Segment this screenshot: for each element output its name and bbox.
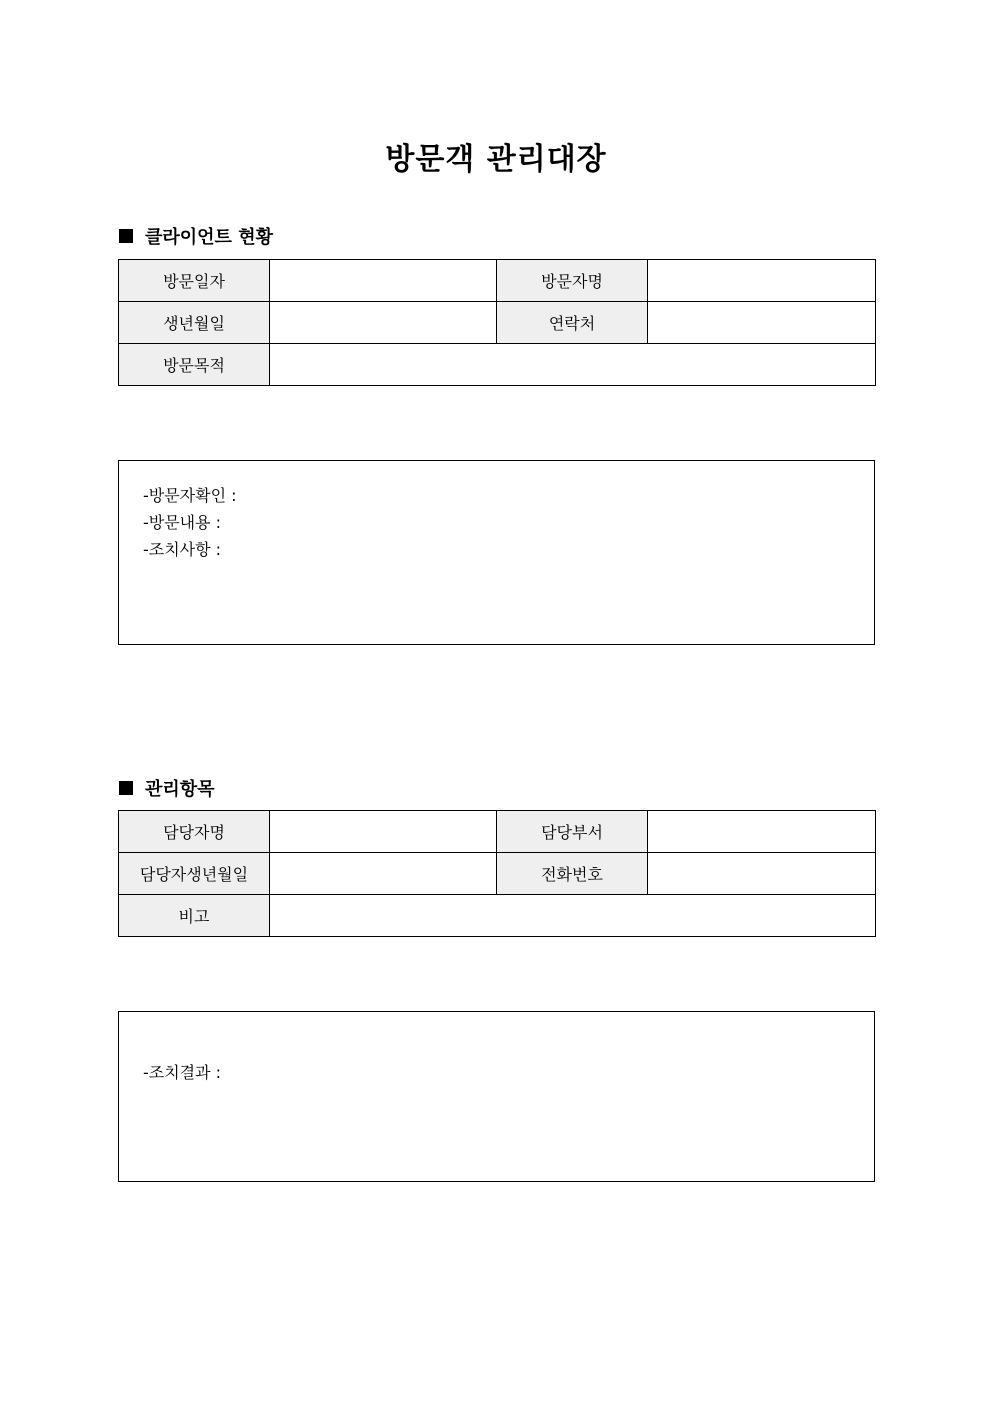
phone-number-field[interactable] <box>648 853 876 895</box>
action-taken-line: -조치사항 : <box>143 540 222 559</box>
table-row <box>119 344 876 386</box>
section-heading-management-items <box>119 775 215 801</box>
table-row <box>119 302 876 344</box>
department-field[interactable] <box>648 811 876 853</box>
visit-date-label: 방문일자 <box>119 260 270 302</box>
contact-field[interactable] <box>648 302 876 344</box>
client-info-table <box>118 259 876 386</box>
section-heading-label: 클라이언트 현황 <box>145 227 273 248</box>
department-label: 담당부서 <box>497 811 648 853</box>
table-row <box>119 853 876 895</box>
action-result-box[interactable] <box>118 1011 875 1182</box>
table-row <box>119 811 876 853</box>
manager-name-field[interactable] <box>270 811 497 853</box>
visit-purpose-label: 방문목적 <box>119 344 270 386</box>
table-row <box>119 260 876 302</box>
visit-notes-box[interactable] <box>118 460 875 645</box>
document-title: 방문객 관리대장 <box>385 142 607 177</box>
manager-birth-date-label: 담당자생년월일 <box>119 853 270 895</box>
manager-birth-date-field[interactable] <box>270 853 497 895</box>
action-result-line: -조치결과 : <box>143 1063 222 1082</box>
section-heading-client-status <box>119 223 273 249</box>
visit-purpose-field[interactable] <box>270 344 876 386</box>
visit-date-field[interactable] <box>270 260 497 302</box>
remarks-label: 비고 <box>119 895 270 937</box>
birth-date-label: 생년월일 <box>119 302 270 344</box>
visitor-name-label: 방문자명 <box>497 260 648 302</box>
remarks-field[interactable] <box>270 895 876 937</box>
management-info-table <box>118 810 876 937</box>
table-row <box>119 895 876 937</box>
contact-label: 연락처 <box>497 302 648 344</box>
visitor-name-field[interactable] <box>648 260 876 302</box>
square-bullet-icon <box>119 781 133 795</box>
phone-number-label: 전화번호 <box>497 853 648 895</box>
visit-content-line: -방문내용 : <box>143 513 222 532</box>
visitor-check-line: -방문자확인 : <box>143 486 237 505</box>
manager-name-label: 담당자명 <box>119 811 270 853</box>
birth-date-field[interactable] <box>270 302 497 344</box>
square-bullet-icon <box>119 229 133 243</box>
section-heading-label: 관리항목 <box>145 779 215 800</box>
